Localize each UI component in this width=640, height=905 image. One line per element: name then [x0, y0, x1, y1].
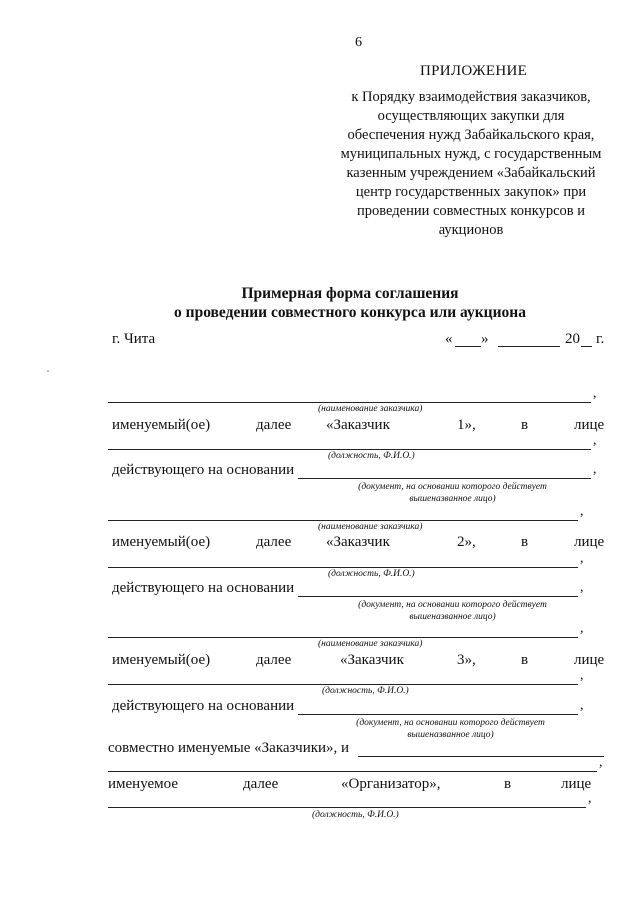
organizer-name-field[interactable]	[358, 756, 604, 757]
date-close-quote: »	[481, 331, 489, 347]
customer-3-name-field[interactable]	[108, 637, 578, 638]
customer-1-in: в	[521, 417, 529, 433]
appendix-line: казенным учреждением «Забайкальский	[346, 165, 596, 181]
customer-2-person-field[interactable]	[108, 567, 578, 568]
customer-2-further: далее	[256, 534, 292, 550]
customer-2-basis-caption: (документ, на основании которого действует вышеназванное лицо)	[358, 600, 547, 622]
customer-1-basis-caption: (документ, на основании которого действует вышеназванное лицо)	[358, 482, 547, 504]
place-city: г. Чита	[112, 331, 156, 347]
appendix-line: аукционов	[438, 222, 504, 238]
customer-3-label: «Заказчик	[340, 652, 404, 668]
customer-2-person-caption: (должность, Ф.И.О.)	[328, 569, 415, 579]
organizer-face: лице	[561, 776, 592, 792]
scan-speck	[47, 370, 49, 372]
appendix-line: к Порядку взаимодействия заказчиков,	[351, 89, 591, 105]
customer-1-further: далее	[256, 417, 292, 433]
appendix-line: осуществляющих закупки для	[377, 108, 565, 124]
customer-3-named: именуемый(ое)	[112, 652, 211, 668]
customer-1-name-caption: (наименование заказчика)	[318, 404, 423, 414]
page-number: 6	[355, 35, 362, 50]
organizer-person-field[interactable]	[108, 807, 586, 808]
customer-2-number: 2»,	[457, 534, 476, 550]
customer-2-name-field[interactable]	[108, 520, 578, 521]
organizer-in: в	[504, 776, 512, 792]
customer-1-person-caption: (должность, Ф.И.О.)	[328, 451, 415, 461]
customer-1-acting: действующего на основании	[112, 462, 295, 478]
customer-1-label: «Заказчик	[326, 417, 390, 433]
appendix-title: ПРИЛОЖЕНИЕ	[420, 63, 528, 79]
comma: ,	[588, 791, 592, 806]
joint-named-text: совместно именуемые «Заказчики», и	[108, 740, 350, 756]
comma: ,	[580, 621, 584, 636]
customer-1-basis-field[interactable]	[298, 478, 591, 479]
customer-2-basis-field[interactable]	[298, 596, 578, 597]
customer-2-acting: действующего на основании	[112, 580, 295, 596]
customer-2-name-caption: (наименование заказчика)	[318, 522, 423, 532]
appendix-subtitle	[336, 88, 606, 240]
organizer-further: далее	[243, 776, 279, 792]
comma: ,	[580, 580, 584, 595]
comma: ,	[580, 551, 584, 566]
customer-3-basis-field[interactable]	[298, 714, 578, 715]
date-open-quote: «	[445, 331, 453, 347]
appendix-line: муниципальных нужд, с государственным	[340, 146, 602, 162]
comma: ,	[599, 755, 603, 770]
customer-3-in: в	[521, 652, 529, 668]
comma: ,	[593, 433, 597, 448]
customer-3-acting: действующего на основании	[112, 698, 295, 714]
appendix-line: проведении совместных конкурсов и	[357, 203, 585, 219]
date-year-suffix: г.	[596, 331, 605, 347]
form-title-line2: о проведении совместного конкурса или аукциона	[174, 304, 526, 321]
comma: ,	[580, 698, 584, 713]
organizer-label: «Организатор»,	[341, 776, 441, 792]
customer-3-number: 3»,	[457, 652, 476, 668]
customer-3-face: лице	[574, 652, 605, 668]
customer-1-number: 1»,	[457, 417, 476, 433]
customer-1-named: именуемый(ое)	[112, 417, 211, 433]
organizer-named: именуемое	[108, 776, 178, 792]
customer-1-name-field[interactable]	[108, 402, 591, 403]
customer-2-face: лице	[574, 534, 605, 550]
customer-2-in: в	[521, 534, 529, 550]
customer-3-name-caption: (наименование заказчика)	[318, 639, 423, 649]
customer-3-person-caption: (должность, Ф.И.О.)	[322, 686, 409, 696]
comma: ,	[593, 462, 597, 477]
customer-2-label: «Заказчик	[326, 534, 390, 550]
customer-1-face: лице	[574, 417, 605, 433]
form-title-line1: Примерная форма соглашения	[241, 285, 459, 302]
date-year-field[interactable]	[581, 346, 592, 347]
date-day-field[interactable]	[455, 346, 481, 347]
appendix-line: обеспечения нужд Забайкальского края,	[347, 127, 595, 143]
date-month-field[interactable]	[498, 346, 560, 347]
date-year-prefix: 20	[565, 331, 580, 347]
customer-3-further: далее	[256, 652, 292, 668]
customer-3-person-field[interactable]	[108, 684, 578, 685]
organizer-name-field-continued[interactable]	[108, 771, 597, 772]
customer-2-named: именуемый(ое)	[112, 534, 211, 550]
comma: ,	[580, 504, 584, 519]
organizer-person-caption: (должность, Ф.И.О.)	[312, 810, 399, 820]
customer-3-basis-caption: (документ, на основании которого действует вышеназванное лицо)	[356, 718, 545, 740]
customer-1-person-field[interactable]	[108, 449, 591, 450]
comma: ,	[593, 386, 597, 401]
appendix-line: центр государственных закупок» при	[355, 184, 587, 200]
form-title	[150, 284, 550, 322]
comma: ,	[580, 668, 584, 683]
